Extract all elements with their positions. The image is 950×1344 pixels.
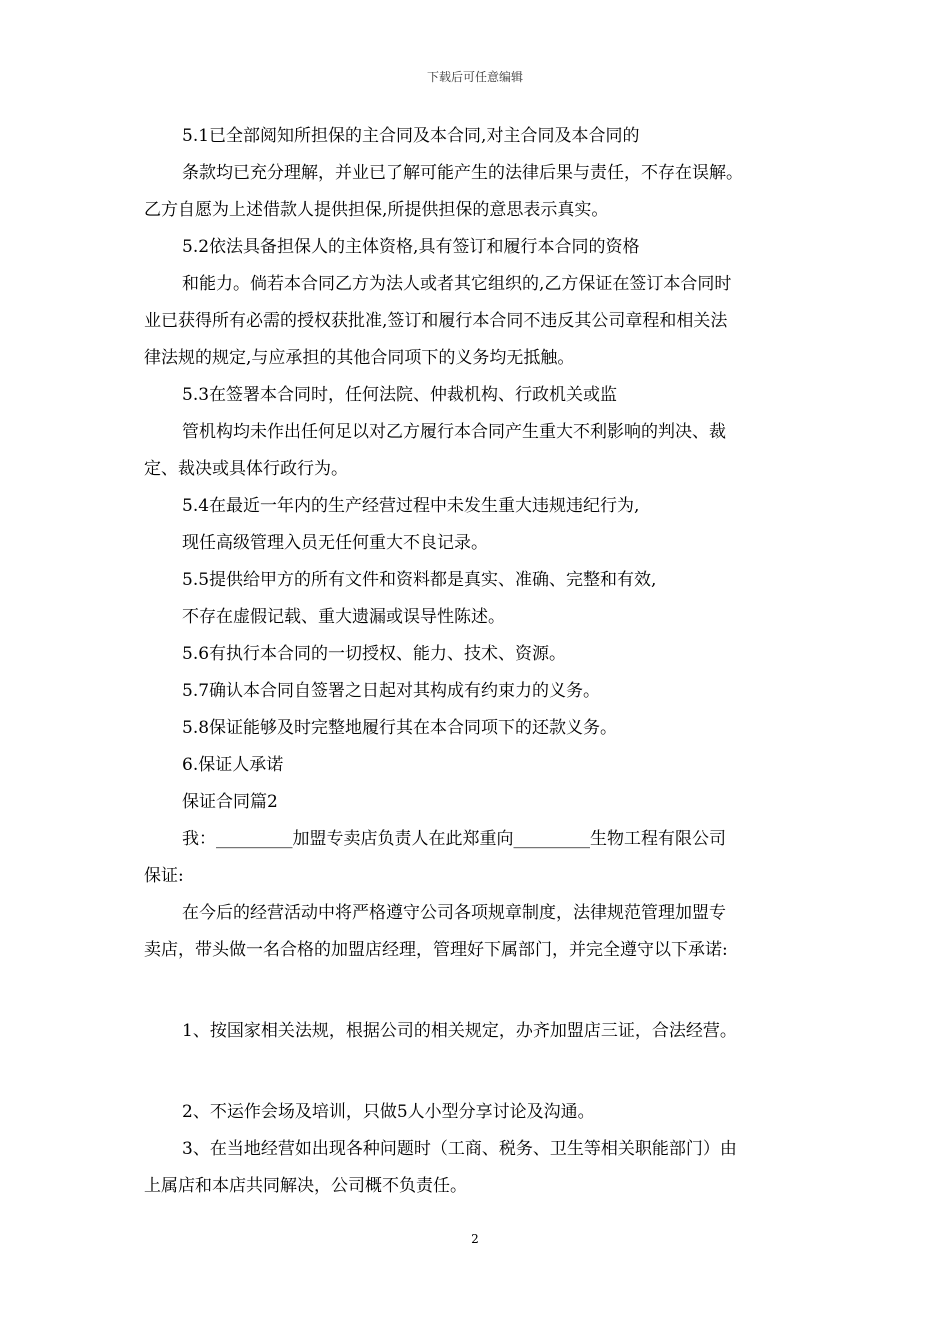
text-line: 乙方自愿为上述借款人提供担保,所提供担保的意思表示真实。 <box>144 200 609 220</box>
paragraph-gap <box>144 1056 824 1100</box>
text-line: 5.8保证能够及时完整地履行其在本合同项下的还款义务。 <box>182 718 618 738</box>
text-line: 5.1已全部阅知所担保的主合同及本合同,对主合同及本合同的 <box>182 126 640 146</box>
text-line: 卖店，带头做一名合格的加盟店经理，管理好下属部门，并完全遵守以下承诺: <box>144 940 728 960</box>
text-line: 在今后的经营活动中将严格遵守公司各项规章制度，法律规范管理加盟专 <box>182 903 726 923</box>
text-line: 和能力。倘若本合同乙方为法人或者其它组织的,乙方保证在签订本合同时 <box>182 274 732 294</box>
text-line: 现任高级管理入员无任何重大不良记录。 <box>182 533 488 553</box>
text-line: 定、裁决或具体行政行为。 <box>144 459 348 479</box>
text-line: 3、在当地经营如出现各种问题时（工商、税务、卫生等相关职能部门）由 <box>182 1139 737 1159</box>
paragraph-gap <box>144 975 824 1019</box>
text-line: 5.2依法具备担保人的主体资格,具有签订和履行本合同的资格 <box>182 237 640 257</box>
text-line: 不存在虚假记载、重大遗漏或误导性陈述。 <box>182 607 505 627</box>
page-number: 2 <box>471 1232 479 1246</box>
section-heading: 保证合同篇2 <box>182 792 278 812</box>
text-line: 管机构均未作出任何足以对乙方履行本合同产生重大不利影响的判决、裁 <box>182 422 726 442</box>
text-line: 5.6有执行本合同的一切授权、能力、技术、资源。 <box>182 644 567 664</box>
text-line: 5.3在签署本合同时，任何法院、仲裁机构、行政机关或监 <box>182 385 618 405</box>
text-line: 律法规的规定,与应承担的其他合同项下的义务均无抵触。 <box>144 348 575 368</box>
text-line: 上属店和本店共同解决，公司概不负责任。 <box>144 1176 467 1196</box>
document-body <box>144 124 824 1211</box>
section-heading: 6.保证人承诺 <box>182 755 284 775</box>
text-line: 5.7确认本合同自签署之日起对其构成有约束力的义务。 <box>182 681 601 701</box>
text-line: 条款均已充分理解，并业已了解可能产生的法律后果与责任，不存在误解。 <box>182 163 743 183</box>
text-line: 我：_________加盟专卖店负责人在此郑重向_________生物工程有限公司 <box>182 829 726 849</box>
page-header: 下载后可任意编辑 <box>426 70 523 84</box>
text-line: 1、按国家相关法规，根据公司的相关规定，办齐加盟店三证，合法经营。 <box>182 1021 737 1041</box>
text-line: 业已获得所有必需的授权获批准,签订和履行本合同不违反其公司章程和相关法 <box>144 311 728 331</box>
text-line: 5.5提供给甲方的所有文件和资料都是真实、准确、完整和有效, <box>182 570 657 590</box>
text-line: 5.4在最近一年内的生产经营过程中未发生重大违规违纪行为, <box>182 496 640 516</box>
text-line: 2、不运作会场及培训，只做5人小型分享讨论及沟通。 <box>182 1102 595 1122</box>
text-line: 保证: <box>144 866 184 886</box>
